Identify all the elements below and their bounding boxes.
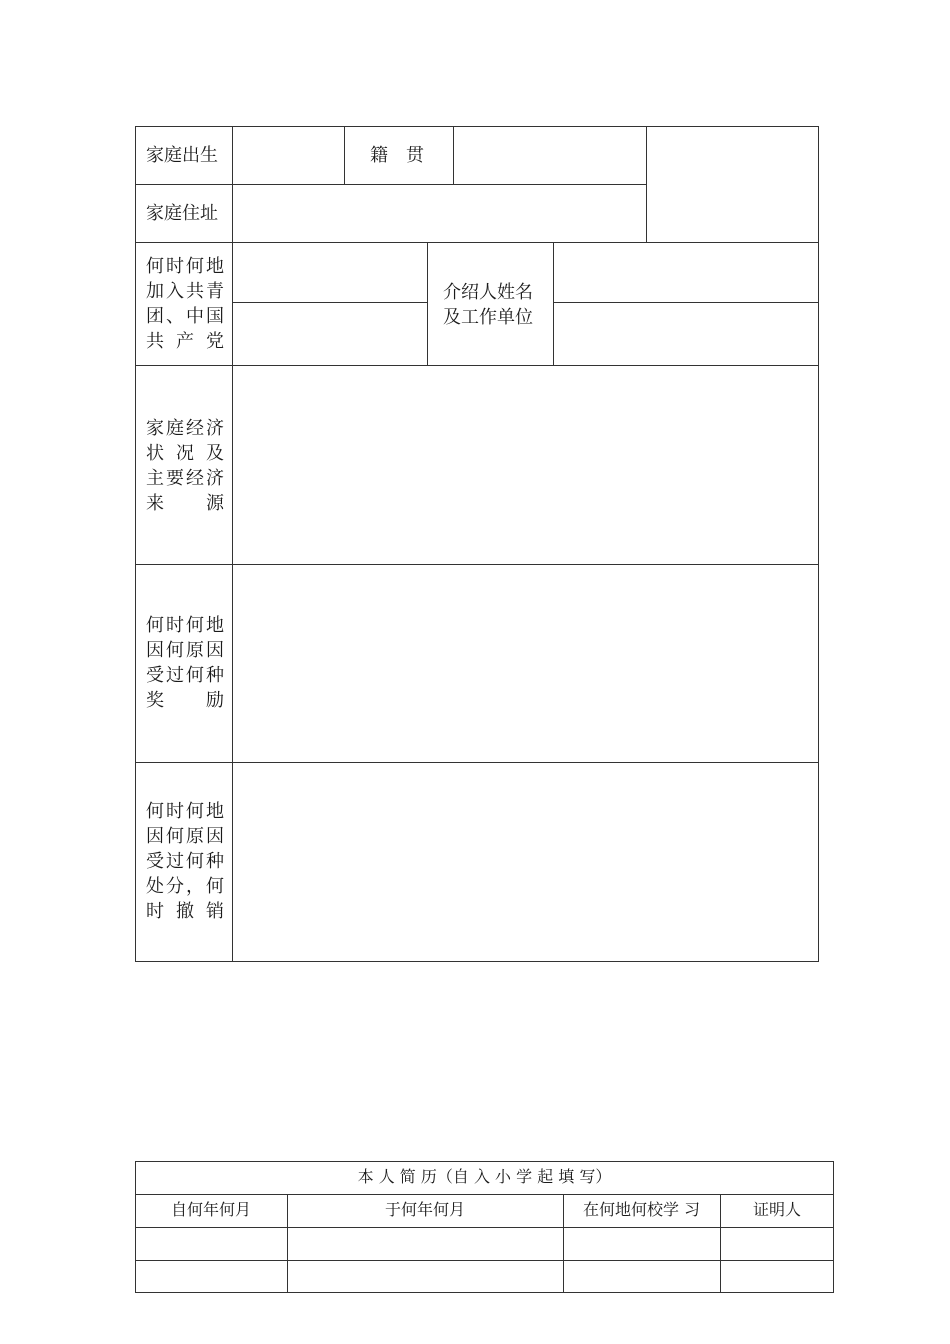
resume-cell[interactable] <box>288 1261 562 1292</box>
punishment-label-line: 因何原因 <box>146 826 224 847</box>
resume-cell[interactable] <box>136 1228 286 1259</box>
resume-row-divider <box>135 1194 834 1195</box>
introducer-label-line: 介绍人姓名 <box>443 282 533 303</box>
join-org-label-line: 共 产 党 <box>146 331 224 352</box>
native-place-field[interactable] <box>454 127 645 183</box>
rewards-label-line: 受过何种 <box>146 665 224 686</box>
economy-field[interactable] <box>233 366 818 563</box>
join-org-label <box>146 254 224 354</box>
join-party-field[interactable] <box>233 303 426 364</box>
rewards-label-line: 奖 励 <box>146 690 224 711</box>
economy-label-line: 来 源 <box>146 493 224 514</box>
rewards-field[interactable] <box>233 565 818 761</box>
family-origin-label: 家庭出生 <box>146 145 218 166</box>
rewards-label-line: 因何原因 <box>146 640 224 661</box>
youth-league-introducer-field[interactable] <box>554 243 818 301</box>
party-introducer-field[interactable] <box>554 303 818 364</box>
introducer-label-line: 及工作单位 <box>443 307 533 328</box>
punishment-field[interactable] <box>233 763 818 961</box>
resume-col-header: 自何年何月 <box>170 1200 251 1219</box>
resume-title: 本 人 简 历（自 入 小 学 起 填 写） <box>357 1167 612 1186</box>
join-youth-league-field[interactable] <box>233 243 426 301</box>
punishment-label <box>146 799 224 924</box>
introducer-label <box>443 280 533 330</box>
resume-cell[interactable] <box>721 1228 833 1259</box>
economy-label-line: 家庭经济 <box>146 418 224 439</box>
join-org-label-line: 团、中国 <box>146 306 224 327</box>
native-place-label: 籍 贯 <box>370 145 424 166</box>
col-divider <box>344 126 345 184</box>
join-org-label-line: 加入共青 <box>146 281 224 302</box>
resume-col-header: 证明人 <box>752 1200 801 1219</box>
rewards-label-line: 何时何地 <box>146 615 224 636</box>
economy-label <box>146 416 224 516</box>
resume-cell[interactable] <box>564 1261 719 1292</box>
home-address-field[interactable] <box>233 185 645 241</box>
resume-col-header: 在何地何校学 习 <box>582 1200 701 1219</box>
col-divider <box>427 242 428 365</box>
join-org-label-line: 何时何地 <box>146 256 224 277</box>
economy-label-line: 状 况 及 <box>146 443 224 464</box>
resume-col-header: 于何年何月 <box>384 1200 465 1219</box>
rewards-label <box>146 613 224 713</box>
punishment-label-line: 何时何地 <box>146 801 224 822</box>
home-address-label: 家庭住址 <box>146 203 218 224</box>
resume-cell[interactable] <box>564 1228 719 1259</box>
resume-cell[interactable] <box>136 1261 286 1292</box>
photo-area[interactable] <box>647 127 818 241</box>
punishment-label-line: 处分，何 <box>146 876 224 897</box>
punishment-label-line: 受过何种 <box>146 851 224 872</box>
family-origin-field[interactable] <box>233 127 343 183</box>
resume-cell[interactable] <box>288 1228 562 1259</box>
resume-cell[interactable] <box>721 1261 833 1292</box>
economy-label-line: 主要经济 <box>146 468 224 489</box>
punishment-label-line: 时 撤 销 <box>146 901 224 922</box>
